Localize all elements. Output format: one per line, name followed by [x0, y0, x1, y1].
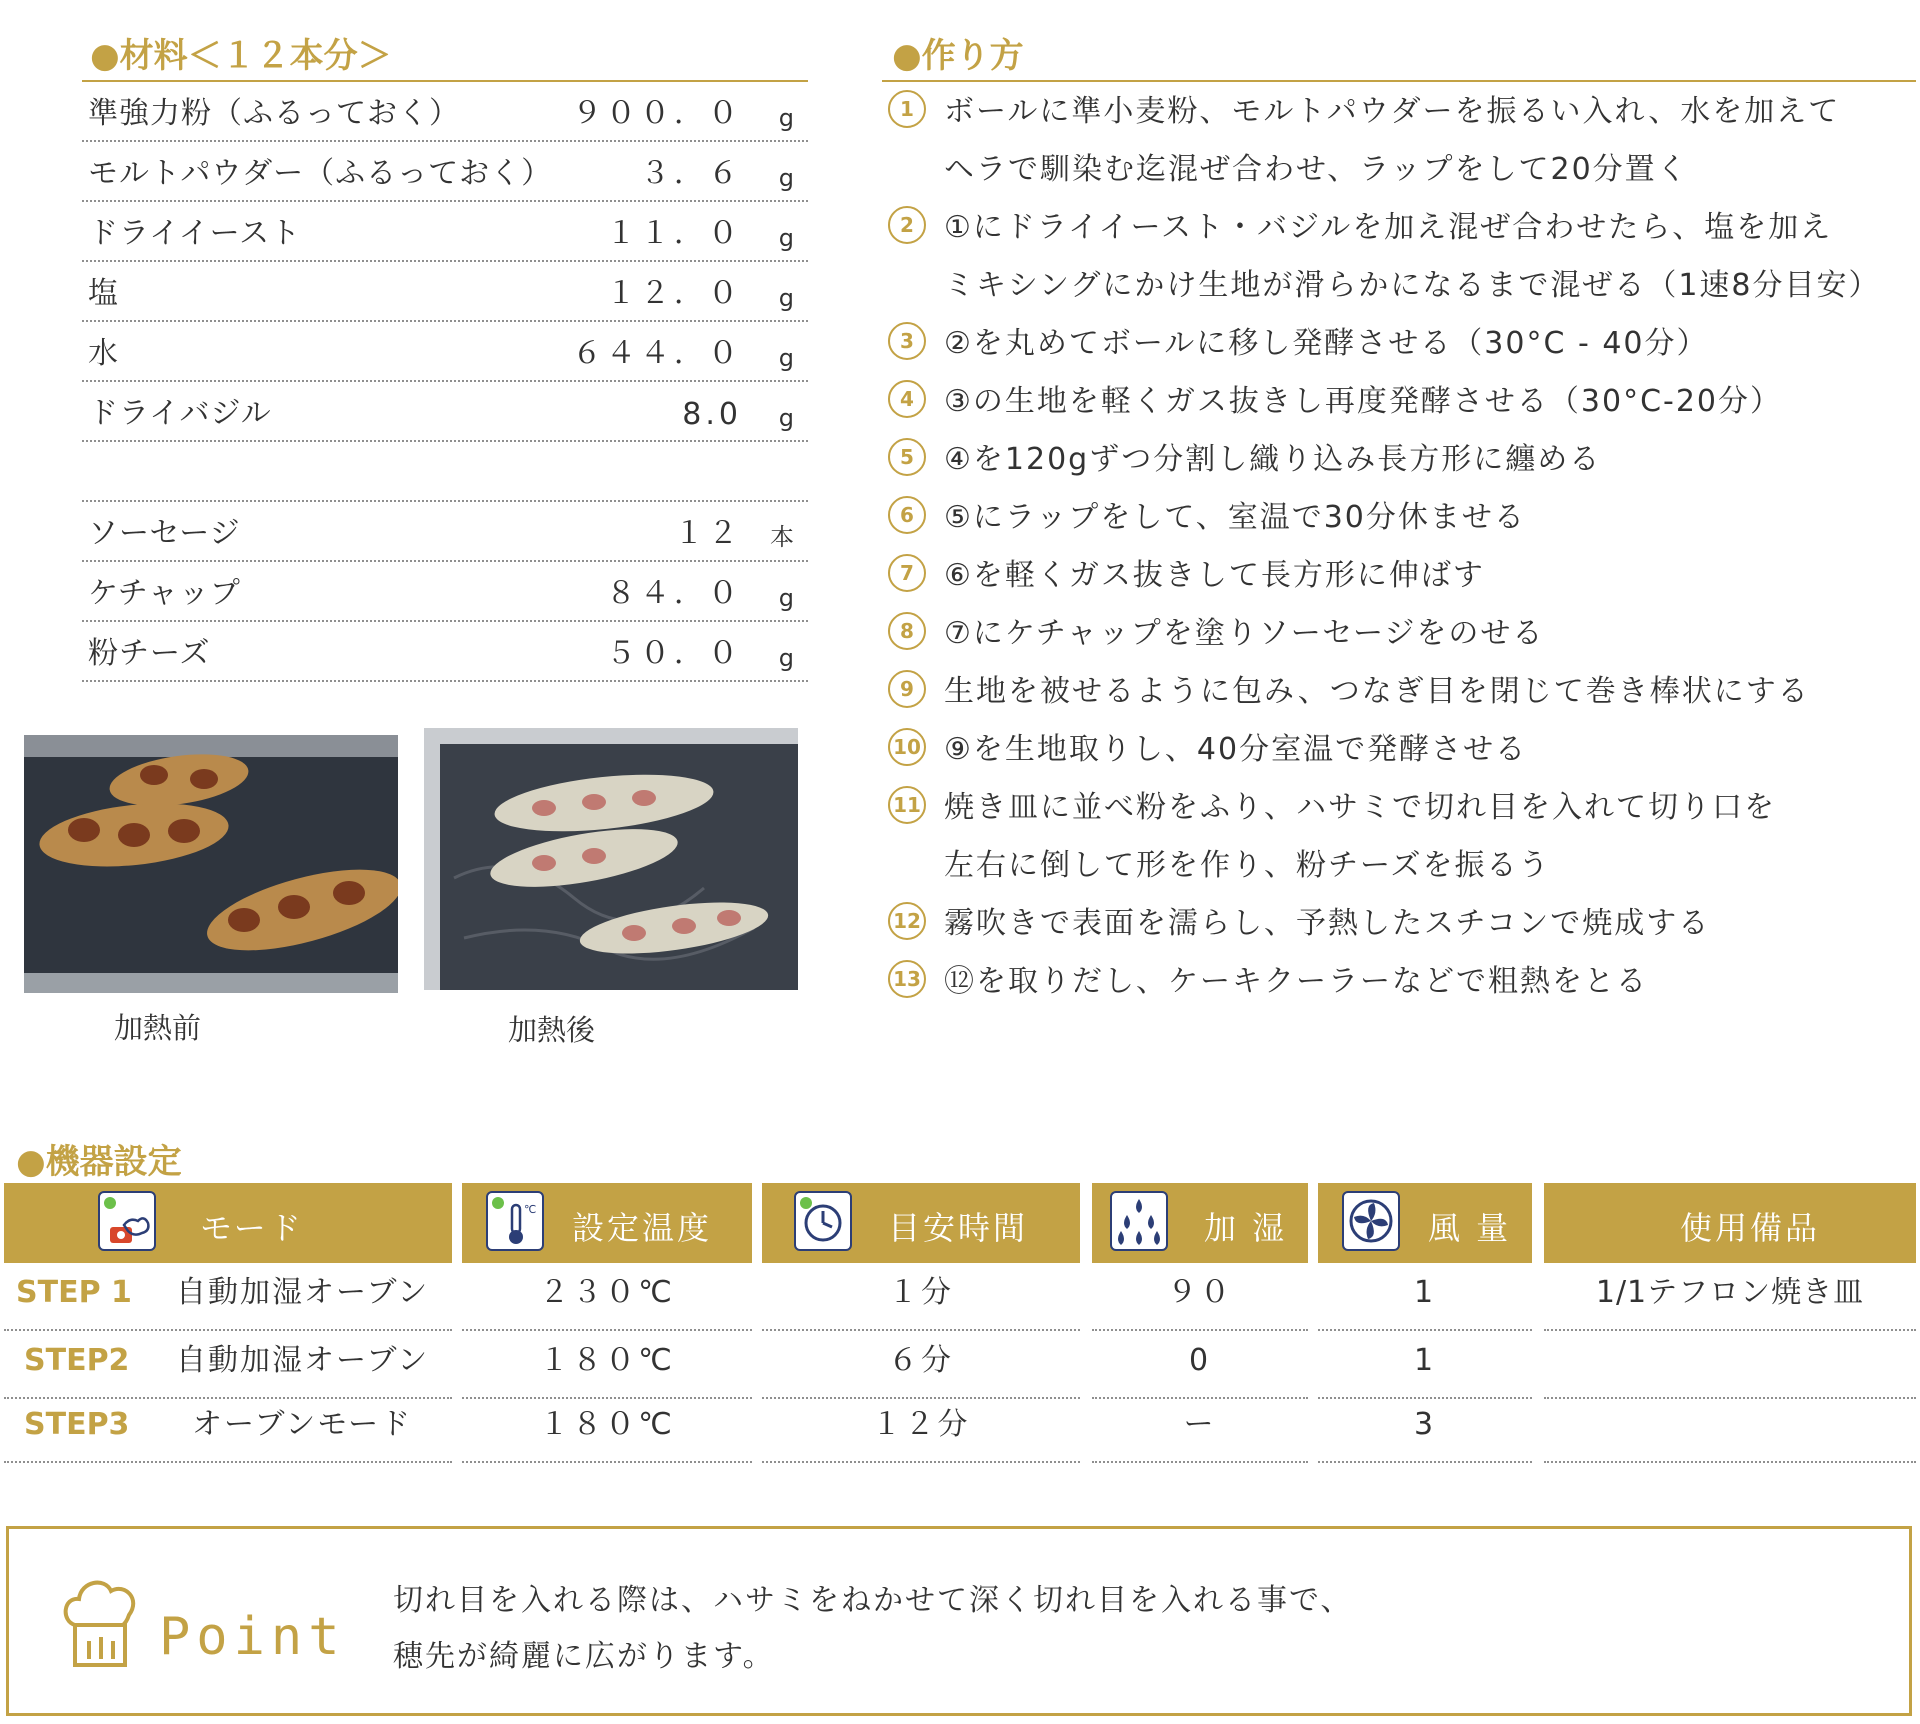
ingredient-name: モルトパウダー（ふるっておく） [88, 156, 553, 191]
equipment-value: 1/1テフロン焼き皿 [1544, 1263, 1916, 1331]
header-time [762, 1183, 1080, 1263]
step-text: ⑦にケチャップを塗りソーセージをのせる [944, 616, 1545, 651]
ingredient-unit: g [778, 224, 794, 252]
photo-before-baking [24, 735, 398, 993]
ingredient-unit: g [778, 344, 794, 372]
thermometer-icon [486, 1191, 544, 1251]
step-text: ②を丸めてボールに移し発酵させる（30°C - 40分） [944, 326, 1709, 361]
ingredient-unit: g [778, 284, 794, 312]
method-list [882, 80, 1916, 999]
temp-value: ２３０℃ [462, 1263, 752, 1331]
ingredient-row [82, 142, 808, 202]
point-text: 穂先が綺麗に広がります。 [393, 1639, 775, 1674]
step-label: STEP2 [24, 1343, 130, 1378]
ingredient-unit: g [778, 104, 794, 132]
header-mode [4, 1183, 452, 1263]
water-drops-icon [1110, 1191, 1168, 1251]
chef-hat-icon [61, 1575, 141, 1675]
step-text: ④を120gずつ分割し織り込み長方形に纏める [944, 442, 1602, 477]
ingredient-name: 粉チーズ [88, 636, 211, 671]
settings-row-step [4, 1331, 452, 1399]
svg-text:℃: ℃ [524, 1203, 540, 1216]
ingredient-amount: 8.0 [682, 397, 742, 432]
ingredient-amount: ６４４．０ [572, 336, 742, 371]
fan-value: 1 [1318, 1263, 1532, 1331]
fan-icon [1342, 1191, 1400, 1251]
fan-value: 3 [1318, 1395, 1532, 1463]
step-text: 左右に倒して形を作り、粉チーズを振るう [944, 848, 1551, 883]
settings-row-step [4, 1395, 452, 1463]
humidity-value: ー [1092, 1395, 1308, 1463]
caption-before: 加熱前 [114, 1011, 202, 1045]
ingredient-amount: １２ [674, 516, 742, 551]
method-title: ●作り方 [892, 36, 1024, 76]
step-number-badge: 2 [888, 206, 926, 244]
header-temp-label: 設定温度 [572, 1209, 713, 1247]
step-number-badge: 11 [888, 786, 926, 824]
point-box [6, 1526, 1912, 1716]
ingredient-row [82, 502, 808, 562]
ingredient-unit: g [778, 404, 794, 432]
equipment-value [1544, 1331, 1916, 1399]
ingredient-name: 塩 [88, 276, 119, 311]
mode-value: 自動加湿オーブン [176, 1343, 430, 1378]
ingredient-amount: ８４．０ [606, 576, 742, 611]
ingredient-row [82, 202, 808, 262]
ingredients-table [82, 80, 808, 682]
ingredient-name: ドライバジル [88, 396, 272, 431]
ingredient-name: ソーセージ [88, 516, 241, 551]
step-text: ①にドライイースト・バジルを加え混ぜ合わせたら、塩を加え [944, 210, 1833, 245]
header-humidity [1092, 1183, 1308, 1263]
step-text: ボールに準小麦粉、モルトパウダーを振るい入れ、水を加えて [944, 94, 1841, 129]
step-text: 霧吹きで表面を濡らし、予熱したスチコンで焼成する [944, 906, 1711, 941]
time-value: ６分 [762, 1331, 1080, 1399]
fan-value: 1 [1318, 1331, 1532, 1399]
humidity-value: ９０ [1092, 1263, 1308, 1331]
step-number-badge: 13 [888, 960, 926, 998]
photo-after-baking [424, 728, 798, 990]
header-mode-label: モード [200, 1209, 304, 1247]
caption-after: 加熱後 [508, 1013, 596, 1047]
header-time-label: 目安時間 [888, 1209, 1029, 1247]
ingredient-amount: ９００．０ [572, 96, 742, 131]
step-number-badge: 7 [888, 554, 926, 592]
step-text: ⑨を生地取りし、40分室温で発酵させる [944, 732, 1528, 767]
ingredient-row [82, 562, 808, 622]
step-number-badge: 5 [888, 438, 926, 476]
step-text: ③の生地を軽くガス抜きし再度発酵させる（30°C-20分） [944, 384, 1783, 419]
ingredient-amount: ３．６ [640, 156, 742, 191]
time-value: １分 [762, 1263, 1080, 1331]
step-number-badge: 12 [888, 902, 926, 940]
ingredient-unit: g [778, 584, 794, 612]
temp-value: １８０℃ [462, 1395, 752, 1463]
ingredient-name: 水 [88, 336, 119, 371]
temp-value: １８０℃ [462, 1331, 752, 1399]
ingredients-title: ●材料＜１２本分＞ [90, 36, 392, 76]
ingredient-name: ケチャップ [88, 576, 241, 611]
clock-icon [794, 1191, 852, 1251]
step-text: ⑫を取りだし、ケーキクーラーなどで粗熱をとる [944, 964, 1648, 999]
point-label: Point [159, 1607, 346, 1667]
header-equipment-label: 使用備品 [1680, 1209, 1821, 1247]
ingredient-row [82, 382, 808, 442]
ingredient-amount: ５０．０ [606, 636, 742, 671]
step-text: ⑤にラップをして、室温で30分休ませる [944, 500, 1526, 535]
step-text: ミキシングにかけ生地が滑らかになるまで混ぜる（1速8分目安） [944, 268, 1881, 303]
ingredient-unit: g [778, 644, 794, 672]
mode-value: オーブンモード [192, 1407, 413, 1442]
step-number-badge: 4 [888, 380, 926, 418]
step-number-badge: 10 [888, 728, 926, 766]
equipment-value [1544, 1395, 1916, 1463]
steam-oven-icon [98, 1191, 156, 1251]
step-number-badge: 1 [888, 90, 926, 128]
ingredient-row [82, 322, 808, 382]
ingredient-row [82, 262, 808, 322]
step-number-badge: 3 [888, 322, 926, 360]
humidity-value: 0 [1092, 1331, 1308, 1399]
time-value: １２分 [762, 1395, 1080, 1463]
ingredient-name: 準強力粉（ふるっておく） [88, 96, 460, 131]
step-text: ヘラで馴染む迄混ぜ合わせ、ラップをして20分置く [944, 152, 1689, 187]
equipment-title: ●機器設定 [16, 1142, 182, 1182]
ingredient-row [82, 622, 808, 682]
ingredient-amount: １１．０ [606, 216, 742, 251]
ingredient-amount: １２．０ [606, 276, 742, 311]
header-humidity-label: 加 湿 [1204, 1209, 1288, 1247]
ingredient-row-empty [82, 442, 808, 502]
header-equipment [1544, 1183, 1916, 1263]
ingredient-unit: 本 [770, 523, 794, 551]
header-fan-label: 風 量 [1428, 1209, 1512, 1247]
step-text: ⑥を軽くガス抜きして長方形に伸ばす [944, 558, 1485, 593]
mode-value: 自動加湿オーブン [176, 1275, 430, 1310]
ingredient-name: ドライイースト [88, 216, 302, 251]
settings-row-step [4, 1263, 452, 1331]
step-text: 焼き皿に並べ粉をふり、ハサミで切れ目を入れて切り口を [944, 790, 1776, 825]
header-temp [462, 1183, 752, 1263]
ingredient-row [82, 80, 808, 142]
step-label: STEP3 [24, 1407, 130, 1442]
step-number-badge: 9 [888, 670, 926, 708]
step-number-badge: 6 [888, 496, 926, 534]
step-text: 生地を被せるように包み、つなぎ目を閉じて巻き棒状にする [944, 674, 1810, 709]
ingredient-unit: g [778, 164, 794, 192]
step-number-badge: 8 [888, 612, 926, 650]
point-text: 切れ目を入れる際は、ハサミをねかせて深く切れ目を入れる事で、 [393, 1583, 1353, 1618]
step-label: STEP 1 [16, 1275, 132, 1310]
header-fan [1318, 1183, 1532, 1263]
